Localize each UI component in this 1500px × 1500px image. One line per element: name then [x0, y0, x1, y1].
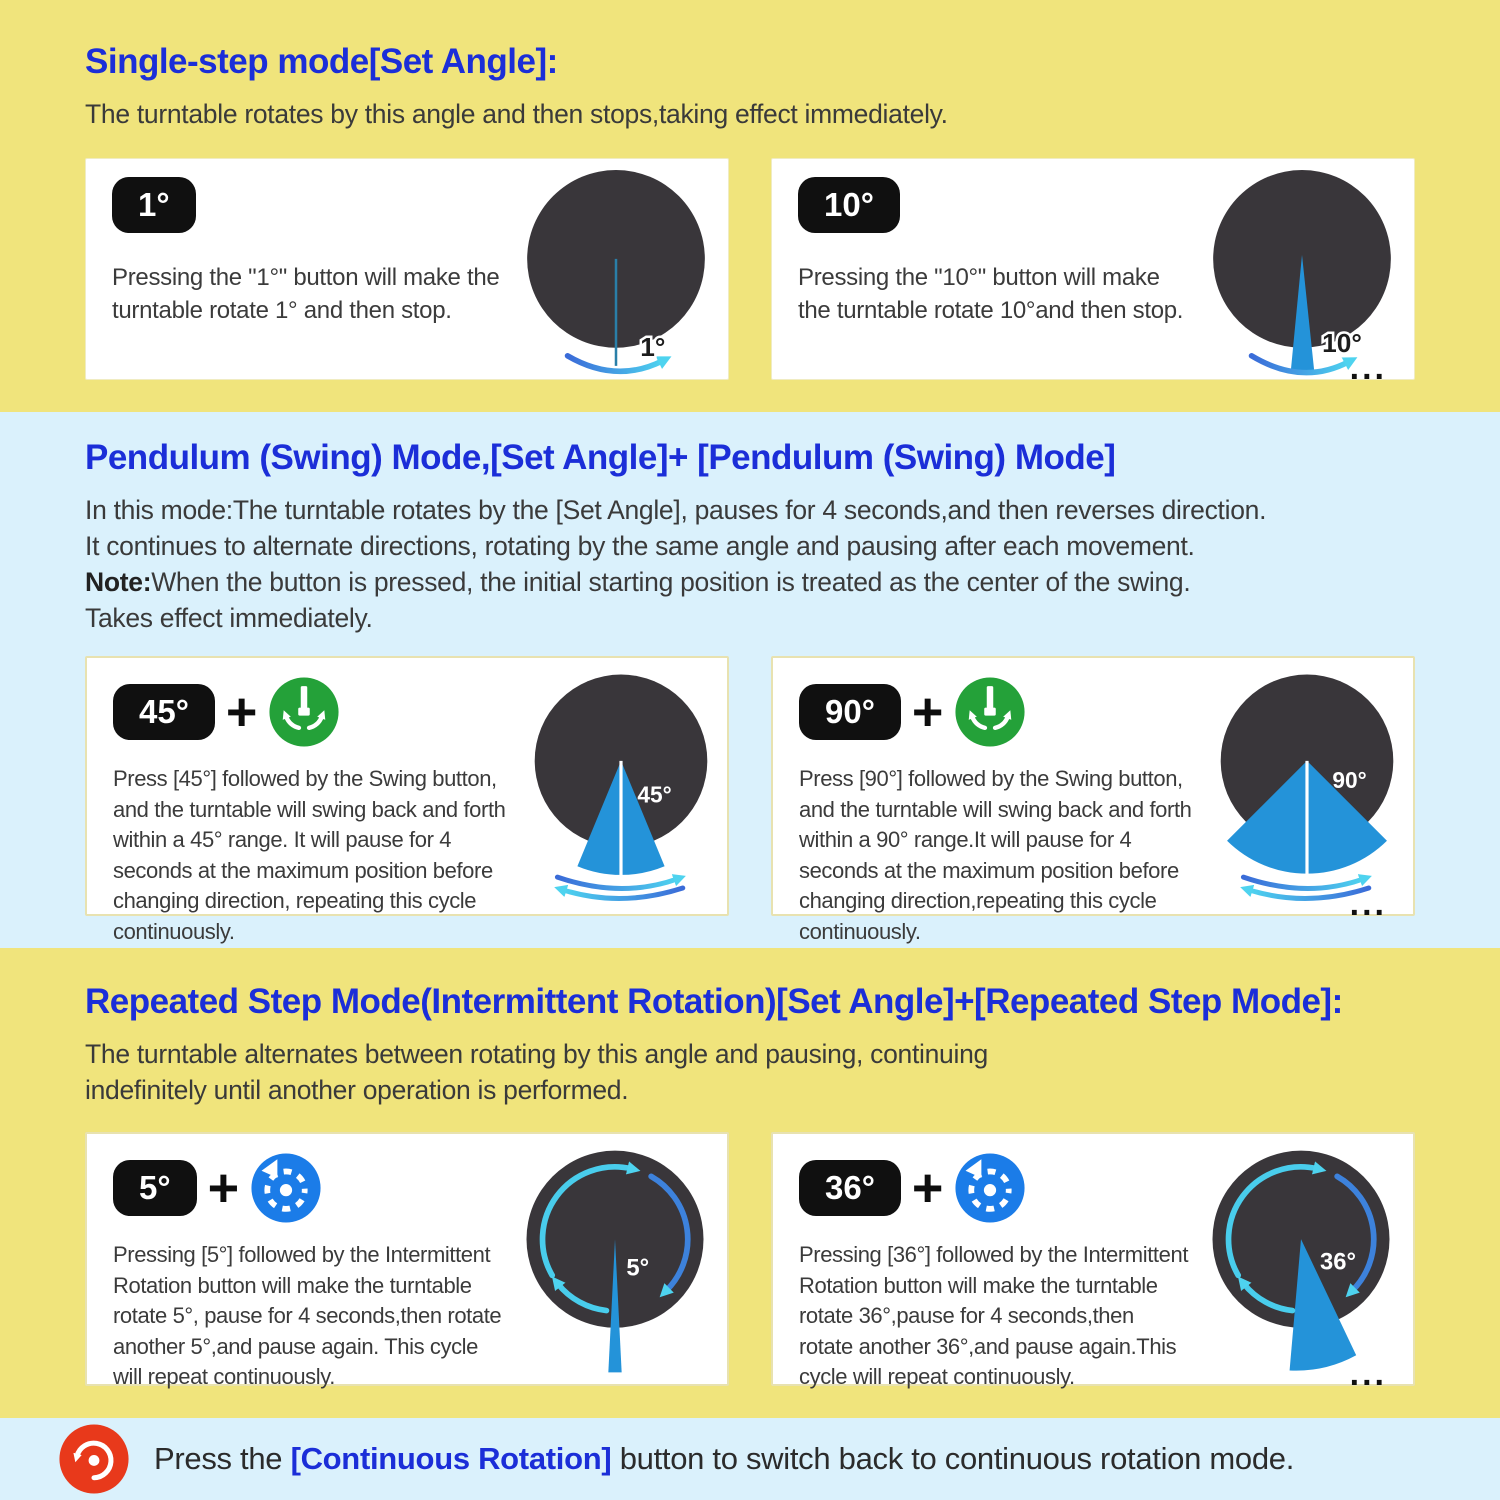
- turntable-diagram-10deg: [1196, 168, 1408, 376]
- more-ellipsis: ...: [1349, 1355, 1387, 1393]
- card-description: Pressing [5°] followed by the Intermittent Rotation button will make the turntable rotate 5°, pause for 4 seconds,then rotate another 5°,and pause again. This cycle will repeat continuously.: [113, 1242, 502, 1389]
- card-10deg: [771, 158, 1415, 380]
- card-description: Pressing the "10°" button will make the turntable rotate 10°and then stop.: [798, 264, 1184, 324]
- footer-text: Press the [Continuous Rotation] button to switch back to continuous rotation mode.: [154, 1441, 1295, 1476]
- card-row: [85, 1132, 1415, 1393]
- angle-button-45deg: 45°: [113, 684, 215, 740]
- continuous-rotation-icon: [58, 1423, 130, 1495]
- section-single-step: [0, 0, 1500, 412]
- turntable-diagram-36deg: [1195, 1144, 1407, 1380]
- card-description: Pressing the "1°" button will make the turntable rotate 1° and then stop.: [112, 264, 500, 324]
- plus-sign: +: [911, 681, 944, 742]
- angle-button-5deg: 5°: [113, 1160, 197, 1216]
- more-ellipsis: ...: [1349, 349, 1387, 387]
- section-description: The turntable alternates between rotating by this angle and pausing, continuing indefinitely until another operation is performed.: [85, 1039, 988, 1105]
- diagram-angle-label: 36°: [1320, 1248, 1357, 1276]
- continuous-rotation-label: [Continuous Rotation]: [290, 1441, 612, 1476]
- diagram-angle-label: 10°: [1322, 327, 1362, 358]
- diagram-angle-label: 5°: [626, 1254, 650, 1282]
- card-description: Press [45°] followed by the Swing button, and the turntable will swing back and forth within a 45° range. It will pause for 4 seconds at the maximum position before changing direction, repeating this cycle continuously.: [113, 766, 506, 944]
- diagram-angle-label: 45°: [637, 781, 672, 808]
- plus-sign: +: [225, 681, 258, 742]
- diagram-angle-label: 90°: [1332, 767, 1367, 794]
- footer-bar: [0, 1418, 1500, 1500]
- angle-button-36deg: 36°: [799, 1160, 901, 1216]
- section-description: The turntable rotates by this angle and then stops,taking effect immediately.: [85, 99, 948, 129]
- angle-button-1deg: 1°: [112, 177, 196, 233]
- section-description: In this mode:The turntable rotates by the [Set Angle], pauses for 4 seconds,and then reverses direction. It continues to alternate directions, rotating by the same angle and pausing after each movement. Note:When the button is pressed, the initial starting position is treated as the center of the swing. Takes effect immediately.: [85, 495, 1267, 633]
- swing-mode-icon: [268, 676, 340, 748]
- card-description: Pressing [36°] followed by the Intermittent Rotation button will make the turntable rotate 36°,pause for 4 seconds,then rotate another 36°,and pause again.This cycle will repeat continuously.: [799, 1242, 1189, 1389]
- card-row: [85, 158, 1415, 387]
- intermittent-rotation-icon: [954, 1152, 1026, 1224]
- plus-sign: +: [207, 1157, 240, 1218]
- swing-mode-icon: [954, 676, 1026, 748]
- section-title: Pendulum (Swing) Mode,[Set Angle]+ [Pendulum (Swing) Mode]: [85, 438, 1116, 477]
- section-title: Single-step mode[Set Angle]:: [85, 42, 558, 81]
- section-title: Repeated Step Mode(Intermittent Rotation)[Set Angle]+[Repeated Step Mode]:: [85, 982, 1343, 1021]
- card-description: Press [90°] followed by the Swing button, and the turntable will swing back and forth within a 90° range.It will pause for 4 seconds at the maximum position before changing direction,repeating this cycle continuously.: [799, 766, 1192, 944]
- card-1deg: [85, 158, 729, 380]
- more-ellipsis: ...: [1349, 885, 1387, 923]
- card-90deg-swing: [771, 656, 1415, 944]
- card-row: [85, 656, 1415, 944]
- section-pendulum-mode: [0, 412, 1500, 948]
- section-repeated-step-mode: [0, 948, 1500, 1418]
- diagram-angle-label: 1°: [640, 331, 666, 362]
- turntable-diagram-5deg: [509, 1144, 721, 1380]
- note-label: Note:: [85, 567, 152, 597]
- angle-button-10deg: 10°: [798, 177, 900, 233]
- intermittent-rotation-icon: [250, 1152, 322, 1224]
- turntable-diagram-90deg: [1207, 670, 1407, 908]
- turntable-diagram-45deg: [521, 670, 721, 908]
- plus-sign: +: [911, 1157, 944, 1218]
- card-45deg-swing: [85, 656, 729, 944]
- angle-button-90deg: 90°: [799, 684, 901, 740]
- card-5deg-step: [85, 1132, 729, 1389]
- card-36deg-step: [771, 1132, 1415, 1389]
- turntable-diagram-1deg: [510, 168, 722, 376]
